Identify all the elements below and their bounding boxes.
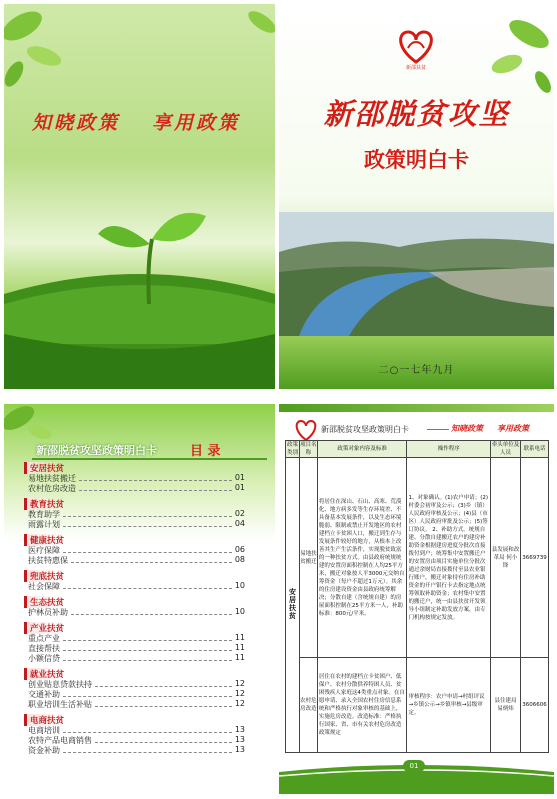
toc-entry-label: 医疗保障 (28, 546, 60, 555)
toc-leader-dots (63, 633, 232, 641)
col-header: 项目名称 (300, 442, 317, 456)
toc-leader-dots (95, 699, 232, 707)
toc-entry-label: 社会保障 (28, 582, 60, 591)
table-row (286, 658, 549, 753)
toc-mulu: 目 录 (190, 444, 221, 459)
toc-entry-page: 13 (234, 725, 245, 734)
toc-panel (4, 404, 275, 794)
toc-leader-dots (71, 607, 232, 615)
toc-leader-dots (63, 725, 232, 733)
category-cell: 安居扶贫 (286, 458, 300, 753)
toc-entry-label: 资金补助 (28, 746, 60, 755)
toc-entry-label: 农特产品电商销售 (28, 736, 92, 745)
toc-entry[interactable] (28, 607, 245, 618)
toc-entry-page: 12 (234, 689, 245, 698)
toc-header (12, 440, 267, 460)
toc-section-title[interactable]: 产业扶贫 (24, 622, 64, 634)
toc-section-title[interactable]: 就业扶贫 (24, 668, 64, 680)
detail-header-title: 新邵脱贫攻坚政策明白卡 (321, 425, 409, 434)
unit-cell: 县发展和改革局 何小锋 (491, 458, 521, 658)
col-header: 政策对象内容及标准 (317, 441, 407, 458)
toc-entry-page: 01 (234, 473, 245, 482)
policy-table (285, 440, 549, 753)
toc-entry-page: 12 (234, 679, 245, 688)
toc-entry[interactable] (28, 699, 245, 710)
col-header: 联系电话 (520, 441, 548, 458)
logo-icon (394, 26, 438, 66)
toc-leader-dots (63, 643, 232, 651)
sprout-icon (94, 194, 214, 314)
table-row (286, 458, 549, 658)
toc-entry-label: 护林员补助 (28, 608, 68, 617)
toc-entry-page: 06 (234, 545, 245, 554)
page-number: 01 (403, 760, 425, 772)
logo-text: 新邵扶贫 (405, 65, 426, 71)
toc-entry-label: 交通补助 (28, 690, 60, 699)
cover-left-panel (4, 4, 275, 389)
toc-entry-page: 11 (234, 643, 245, 652)
detail-slogan-right: 享用政策 (497, 424, 529, 433)
toc-entry-label: 重点产业 (28, 634, 60, 643)
toc-entry[interactable] (28, 483, 245, 494)
cover-right-panel (279, 4, 554, 389)
toc-entry-label: 雨露计划 (28, 520, 60, 529)
toc-entry-label: 扶贫特惠保 (28, 556, 68, 565)
col-header: 政策类别 (286, 442, 298, 456)
toc-entry-page: 13 (234, 735, 245, 744)
cover-date: 二○一七年九月 (378, 365, 455, 376)
toc-leader-dots (79, 483, 232, 491)
toc-section-title[interactable]: 生态扶贫 (24, 596, 64, 608)
toc-leader-dots (63, 653, 232, 661)
toc-leader-dots (63, 689, 232, 697)
toc-entry-page: 10 (234, 581, 245, 590)
procedure-cell: 审核程序：农户申请→村组评议→乡镇公示→乡镇审核→县级审定。 (407, 658, 491, 753)
toc-entry-page: 10 (234, 607, 245, 616)
toc-entry[interactable] (28, 581, 245, 592)
toc-leader-dots (95, 679, 232, 687)
toc-leader-dots (63, 509, 232, 517)
toc-entry-label: 农村危房改造 (28, 484, 76, 493)
toc-entry-page: 02 (234, 509, 245, 518)
toc-entry-label: 职业培训生活补贴 (28, 700, 92, 709)
header-rule (427, 429, 449, 430)
toc-entry-page: 08 (234, 555, 245, 564)
project-name-cell: 易地扶贫搬迁 (299, 458, 317, 658)
project-name-cell: 农村危房改造 (299, 658, 317, 753)
content-cell: 将居住在深山、石山、高寒、荒漠化、地方病多发等生存环境差、不具备基本发展条件，以及生态环境脆弱、限制或禁止开发地区的农村建档立卡贫困人口，搬迁到生存与发展条件较好的地方，从根本上改善其生产生活条件，实现脱贫致富的一种扶贫方式。由县政府统规统建的安置房面积控制在人均25平方米，搬迁对象按人平3000元交纳自筹资金（每户不超过1万元）。其余的住房建设资金由县政府统筹解决；分散自建（含统规自建）的房屋面积控制在25平方米一人，补助标准：800元/平米。 (317, 458, 407, 658)
cover-title-line1: 新邵脱贫攻坚 (323, 97, 510, 131)
toc-entry-label: 电商培训 (28, 726, 60, 735)
toc-entry-label: 直接帮扶 (28, 644, 60, 653)
toc-entry-page: 04 (234, 519, 245, 528)
toc-section-title[interactable]: 安居扶贫 (24, 462, 64, 474)
logo-icon (293, 418, 319, 442)
toc-section-title[interactable]: 兜底扶贫 (24, 570, 64, 582)
toc-entry-label: 创业贴息贷款扶持 (28, 680, 92, 689)
toc-entry-page: 11 (234, 633, 245, 642)
detail-slogan-left: 知晓政策 (451, 424, 483, 433)
phone-cell: 3606606 (520, 658, 548, 753)
col-header: 牵头单位及人员 (491, 442, 520, 456)
toc-entry-page: 12 (234, 699, 245, 708)
toc-entry-page: 01 (234, 483, 245, 492)
toc-leader-dots (95, 735, 232, 743)
top-band (279, 404, 554, 412)
toc-entry-label: 小额信贷 (28, 654, 60, 663)
toc-divider (32, 458, 267, 460)
toc-entry[interactable] (28, 519, 245, 530)
slogan-left: 知晓政策 (32, 112, 121, 134)
toc-header-title: 新邵脱贫攻坚政策明白卡 (36, 444, 157, 457)
toc-section-title[interactable]: 教育扶贫 (24, 498, 64, 510)
toc-entry-page: 11 (234, 653, 245, 662)
slogan-right: 享用政策 (152, 112, 241, 134)
toc-leader-dots (63, 519, 232, 527)
toc-leader-dots (71, 555, 232, 563)
landscape-image (279, 212, 554, 336)
toc-leader-dots (63, 581, 232, 589)
toc-leader-dots (63, 545, 232, 553)
col-header: 操作程序 (407, 441, 491, 458)
toc-entry-label: 教育助学 (28, 510, 60, 519)
unit-cell: 县住建局 易炳炜 (491, 658, 521, 753)
content-cell: 居住在农村的建档立卡贫困户、低保户、农村分散供养特困人员、贫困残疾人家庭这4类重点对象。在自愿申请、录入全国农村住房信息系统和严格执行对象审核的基础上，实施危房改造。改造标准：严格执行国家、省、市有关农村危房改造政策规定 (317, 658, 407, 753)
phone-cell: 3669739 (520, 458, 548, 658)
toc-entry[interactable] (28, 745, 245, 756)
toc-entry[interactable] (28, 653, 245, 664)
toc-leader-dots (79, 473, 232, 481)
table-header-row (286, 441, 549, 458)
detail-panel (279, 404, 554, 794)
toc-entry-page: 13 (234, 745, 245, 754)
procedure-cell: 1、对象确认。(1)农户申请；(2)村委会初审及公示；(3)乡（镇）人民政府审核及公示；(4)县（市区）人民政府审批及公示；(5)签订协议。 2、补助方式。统规自建、分散自建搬迁农户的建房补助资金根据建房进度分批次直接拨付到户；统筹集中安置搬迁户的安置房由项目实施单位分批次通过余财局直接拨付至县农业银行账户，搬迁对象持有住房补助资金的开户银行卡去指定地点统筹领取补助资金；农村集中安置的搬迁户，统一由县扶贫开发领导小组制定补助发放方案，由专门机构按规定发放。 (407, 458, 491, 658)
toc-section-title[interactable]: 健康扶贫 (24, 534, 64, 546)
toc-section-title[interactable]: 电商扶贫 (24, 714, 64, 726)
toc-leader-dots (63, 745, 232, 753)
toc-entry[interactable] (28, 555, 245, 566)
cover-title-line2: 政策明白卡 (364, 147, 469, 172)
toc-entry-label: 易地扶贫搬迁 (28, 474, 76, 483)
